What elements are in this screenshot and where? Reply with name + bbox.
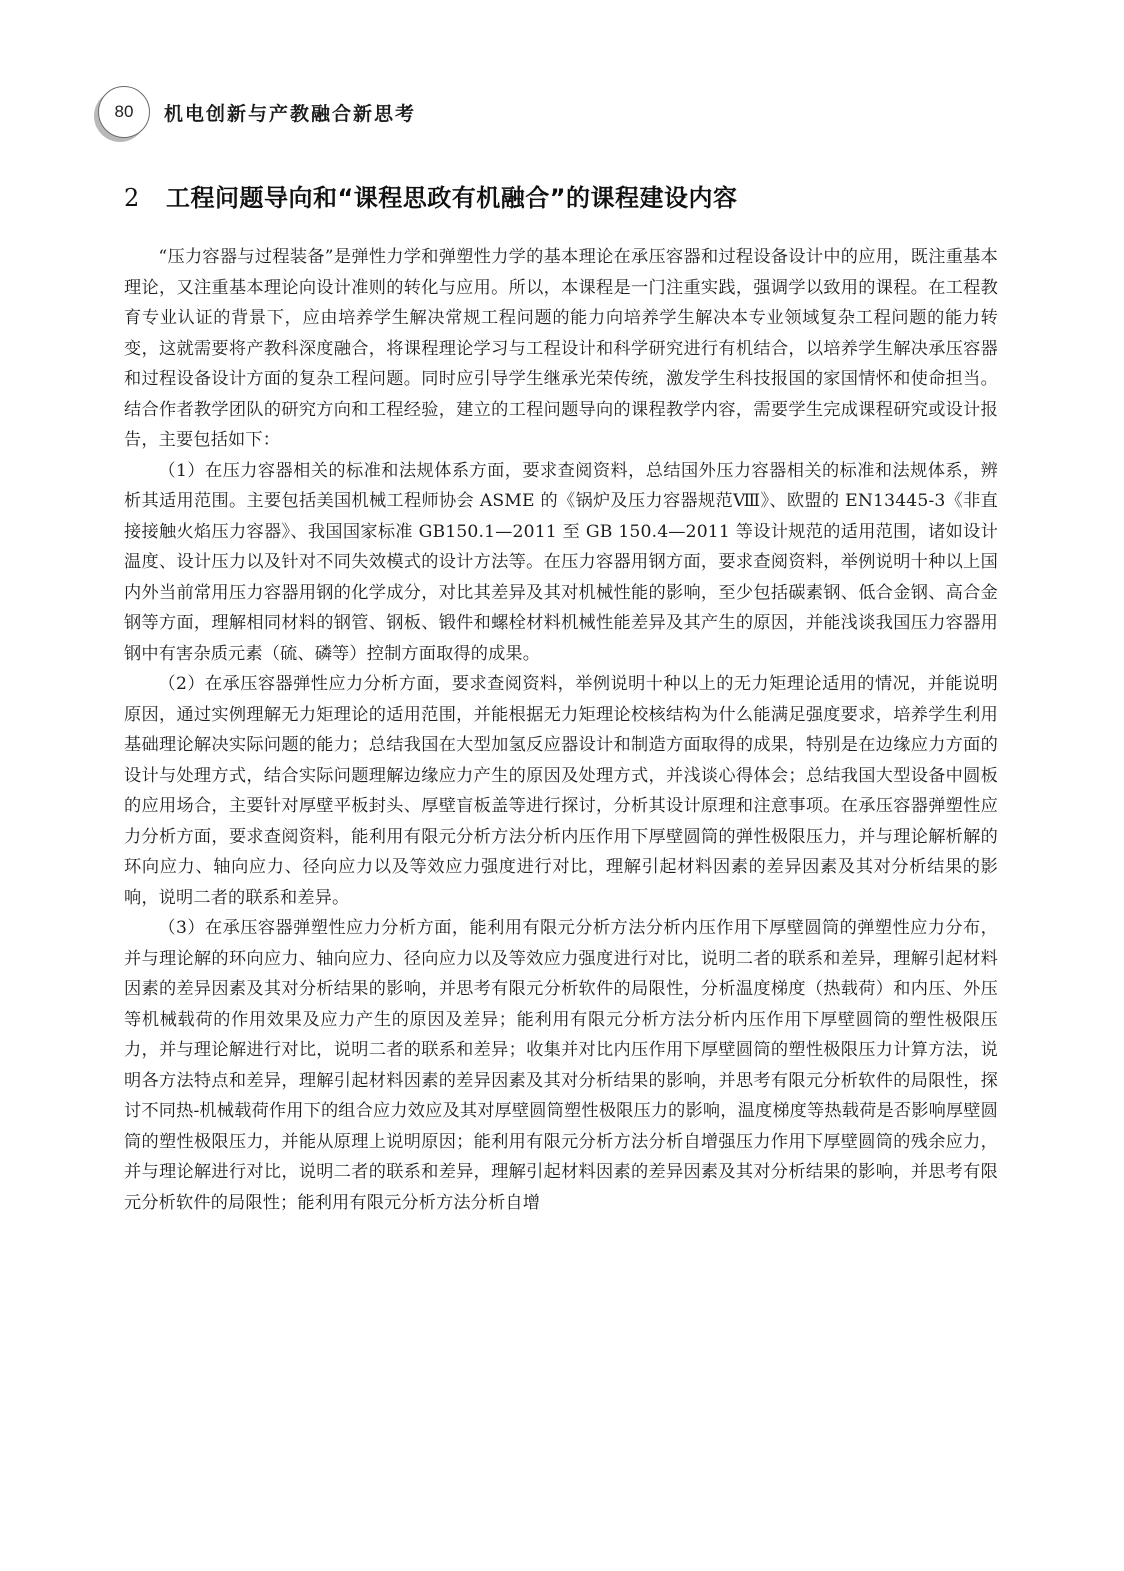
page-number-badge [98, 86, 150, 138]
page-number: 80 [114, 102, 134, 121]
section-title: 工程问题导向和“课程思政有机融合”的课程建设内容 [166, 184, 738, 212]
section-heading [124, 178, 1004, 213]
page-header [92, 84, 416, 140]
paragraph-item-1: （1）在压力容器相关的标准和法规体系方面，要求查阅资料，总结国外压力容器相关的标准和法规体系，辨析其适用范围。主要包括美国机械工程师协会 ASME 的《锅炉及压力容器规范Ⅷ》、欧盟的 EN13445-3《非直接接触火焰压力容器》、我国国家标准 GB150.1—2011 至 GB 150.4—2011 等设计规范的适用范围，诸如设计温度、设计压力以及针对不同失效模式的设计方法等。在压力容器用钢方面，要求查阅资料，举例说明十种以上国内外当前常用压力容器用钢的化学成分，对比其差异及其对机械性能的影响，至少包括碳素钢、低合金钢、高合金钢等方面，理解相同材料的钢管、钢板、锻件和螺栓材料机械性能差异及其产生的原因，并能浅谈我国压力容器用钢中有害杂质元素（硫、磷等）控制方面取得的成果。 [124, 460, 998, 664]
body-text [124, 242, 998, 1218]
paragraph-item-3: （3）在承压容器弹塑性应力分析方面，能利用有限元分析方法分析内压作用下厚壁圆筒的弹塑性应力分布，并与理论解的环向应力、轴向应力、径向应力以及等效应力强度进行对比，说明二者的联系和差异，理解引起材料因素的差异因素及其对分析结果的影响，并思考有限元分析软件的局限性，分析温度梯度（热载荷）和内压、外压等机械载荷的作用效果及应力产生的原因及差异；能利用有限元分析方法分析内压作用下厚壁圆筒的塑性极限压力，并与理论解进行对比，说明二者的联系和差异；收集并对比内压作用下厚壁圆筒的塑性极限压力计算方法，说明各方法特点和差异，理解引起材料因素的差异因素及其对分析结果的影响，并思考有限元分析软件的局限性，探讨不同热-机械载荷作用下的组合应力效应及其对厚壁圆筒塑性极限压力的影响，温度梯度等热载荷是否影响厚壁圆筒的塑性极限压力，并能从原理上说明原因；能利用有限元分析方法分析自增强压力作用下厚壁圆筒的残余应力，并与理论解进行对比，说明二者的联系和差异，理解引起材料因素的差异因素及其对分析结果的影响，并思考有限元分析软件的局限性；能利用有限元分析方法分析自增 [124, 918, 998, 1213]
section-number: 2 [124, 184, 140, 212]
paragraph-intro: “压力容器与过程装备”是弹性力学和弹塑性力学的基本理论在承压容器和过程设备设计中的应用，既注重基本理论，又注重基本理论向设计准则的转化与应用。所以，本课程是一门注重实践，强调学以致用的课程。在工程教育专业认证的背景下，应由培养学生解决常规工程问题的能力向培养学生解决本专业领域复杂工程问题的能力转变，这就需要将产教科深度融合，将课程理论学习与工程设计和科学研究进行有机结合，以培养学生解决承压容器和过程设备设计方面的复杂工程问题。同时应引导学生继承光荣传统，激发学生科技报国的家国情怀和使命担当。结合作者教学团队的研究方向和工程经验，建立的工程问题导向的课程教学内容，需要学生完成课程研究或设计报告，主要包括如下： [124, 247, 998, 450]
running-title: 机电创新与产教融合新思考 [164, 102, 417, 125]
paragraph-item-2: （2）在承压容器弹性应力分析方面，要求查阅资料，举例说明十种以上的无力矩理论适用的情况，并能说明原因，通过实例理解无力矩理论的适用范围，并能根据无力矩理论校核结构为什么能满足强度要求，培养学生利用基础理论解决实际问题的能力；总结我国在大型加氢反应器设计和制造方面取得的成果，特别是在边缘应力方面的设计与处理方式，结合实际问题理解边缘应力产生的原因及处理方式，并浅谈心得体会；总结我国大型设备中圆板的应用场合，主要针对厚壁平板封头、厚壁盲板盖等进行探讨，分析其设计原理和注意事项。在承压容器弹塑性应力分析方面，要求查阅资料，能利用有限元分析方法分析内压作用下厚壁圆筒的弹性极限压力，并与理论解析解的环向应力、轴向应力、径向应力以及等效应力强度进行对比，理解引起材料因素的差异因素及其对分析结果的影响，说明二者的联系和差异。 [124, 674, 998, 908]
